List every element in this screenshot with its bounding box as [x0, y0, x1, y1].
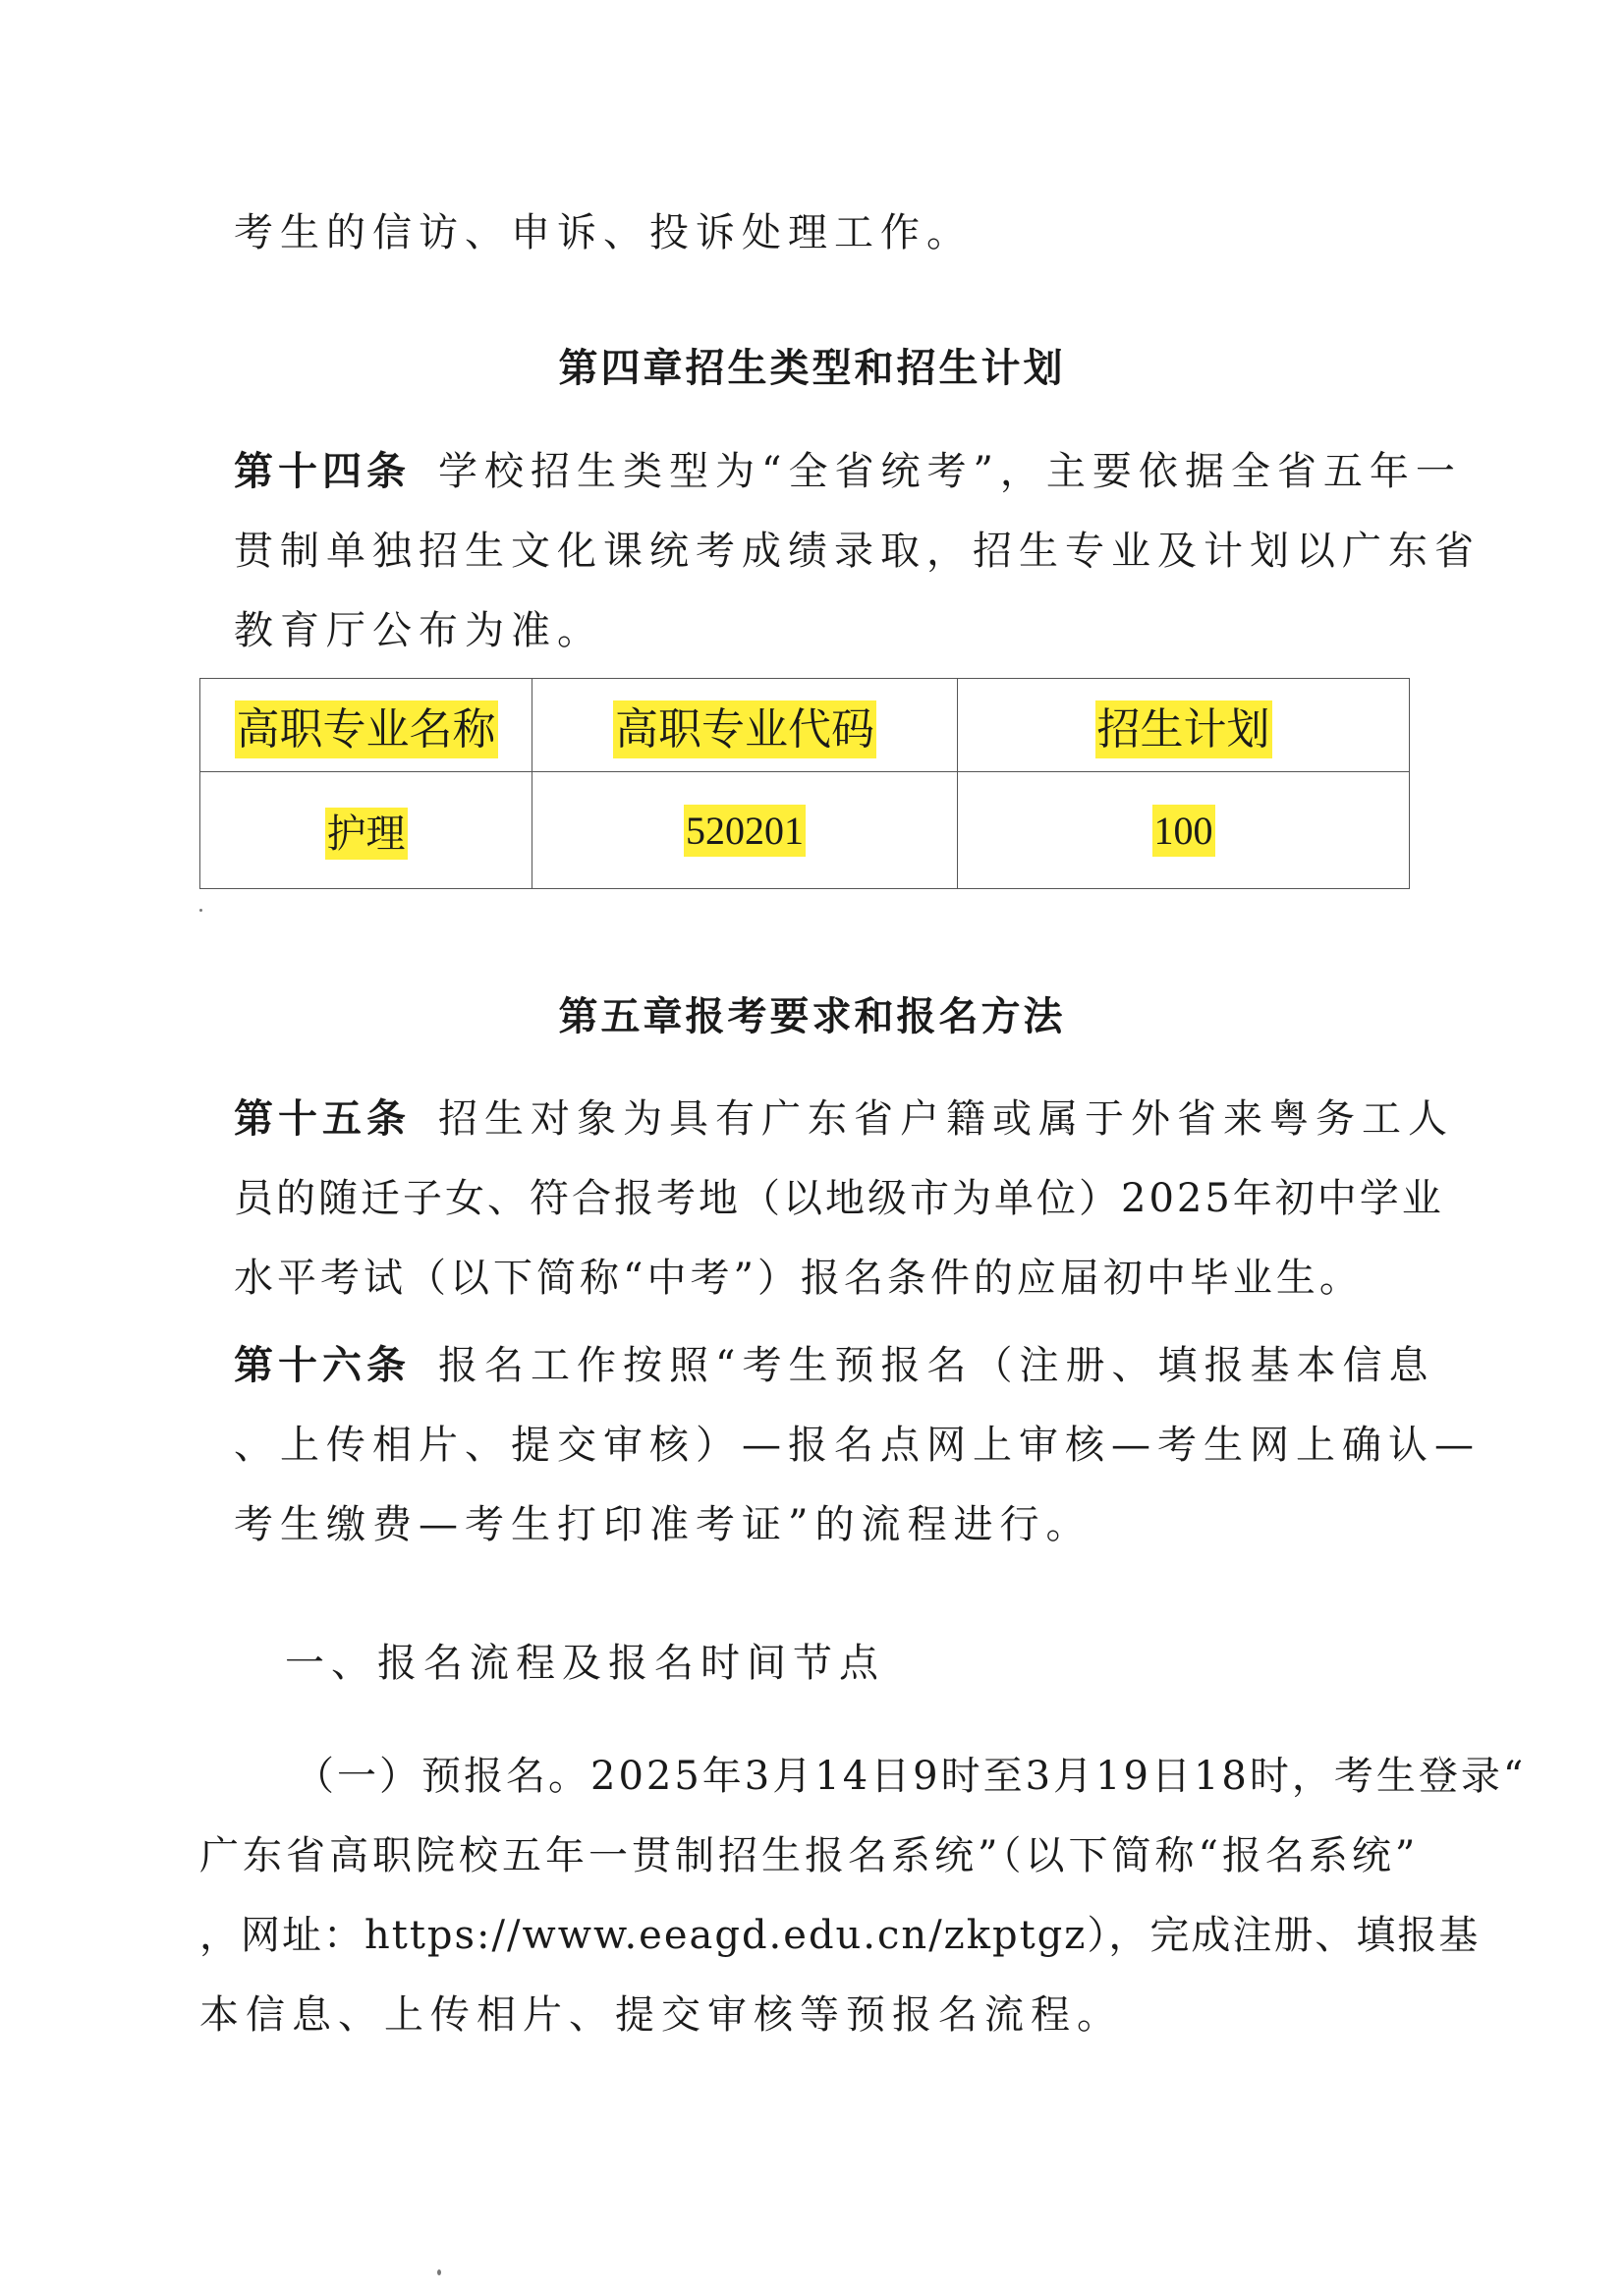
article-16-line-1	[234, 1341, 1434, 1390]
article-16-line-2: 、上传相片、提交审核）—报名点网上审核—考生网上确认—	[234, 1423, 1481, 1468]
enrollment-plan-table	[199, 678, 1410, 889]
cell-major-name: 护理	[325, 808, 408, 860]
table-row	[200, 772, 1410, 889]
paragraph-1-line-3: ，网址：https://www.eeagd.edu.cn/zkptgz），完成注册、填报基	[199, 1913, 1481, 1958]
table-cell	[200, 772, 532, 889]
article-16-label: 第十六条	[234, 1342, 411, 1388]
table-header-cell	[532, 679, 958, 772]
table-header-cell	[200, 679, 532, 772]
table-header-cell	[958, 679, 1410, 772]
cell-plan: 100	[1152, 805, 1215, 857]
article-14-label: 第十四条	[234, 448, 411, 494]
article-15-line-2: 员的随迁子女、符合报考地（以地级市为单位）2025年初中学业	[234, 1176, 1444, 1221]
table-header-row	[200, 679, 1410, 772]
article-14-line-2: 贯制单独招生文化课统考成绩录取，招生专业及计划以广东省	[234, 529, 1481, 574]
article-15-line-3: 水平考试（以下简称“中考”）报名条件的应届初中毕业生。	[234, 1256, 1363, 1301]
continued-text-line: 考生的信访、申诉、投诉处理工作。	[234, 210, 973, 255]
article-14-line-3: 教育厅公布为准。	[234, 608, 603, 653]
article-14-line-1	[234, 447, 1462, 496]
article-14-text-1: 学校招生类型为“全省统考”，主要依据全省五年一	[438, 449, 1462, 494]
section-1-heading: 一、报名流程及报名时间节点	[285, 1641, 885, 1686]
article-16-line-3: 考生缴费—考生打印准考证”的流程进行。	[234, 1502, 1092, 1547]
table-cell	[532, 772, 958, 889]
paragraph-1-line-4: 本信息、上传相片、提交审核等预报名流程。	[199, 1992, 1123, 2038]
header-major-name: 高职专业名称	[235, 700, 498, 758]
scan-speck	[437, 2269, 441, 2275]
article-15-line-1	[234, 1094, 1454, 1144]
scan-speck	[199, 909, 202, 912]
header-plan: 招生计划	[1095, 700, 1272, 758]
cell-major-code: 520201	[684, 805, 806, 857]
table-cell	[958, 772, 1410, 889]
article-15-text-1: 招生对象为具有广东省户籍或属于外省来粤务工人	[438, 1096, 1454, 1142]
header-major-code: 高职专业代码	[613, 700, 876, 758]
paragraph-1-line-1: （一）预报名。2025年3月14日9时至3月19日18时，考生登录“	[295, 1754, 1527, 1799]
chapter-4-heading: 第四章招生类型和招生计划	[558, 345, 1066, 391]
article-15-label: 第十五条	[234, 1095, 411, 1142]
chapter-5-heading: 第五章报考要求和报名方法	[558, 993, 1066, 1039]
article-16-text-1: 报名工作按照“考生预报名（注册、填报基本信息	[438, 1343, 1435, 1388]
paragraph-1-line-2: 广东省高职院校五年一贯制招生报名系统”（以下简称“报名系统”	[199, 1833, 1420, 1878]
